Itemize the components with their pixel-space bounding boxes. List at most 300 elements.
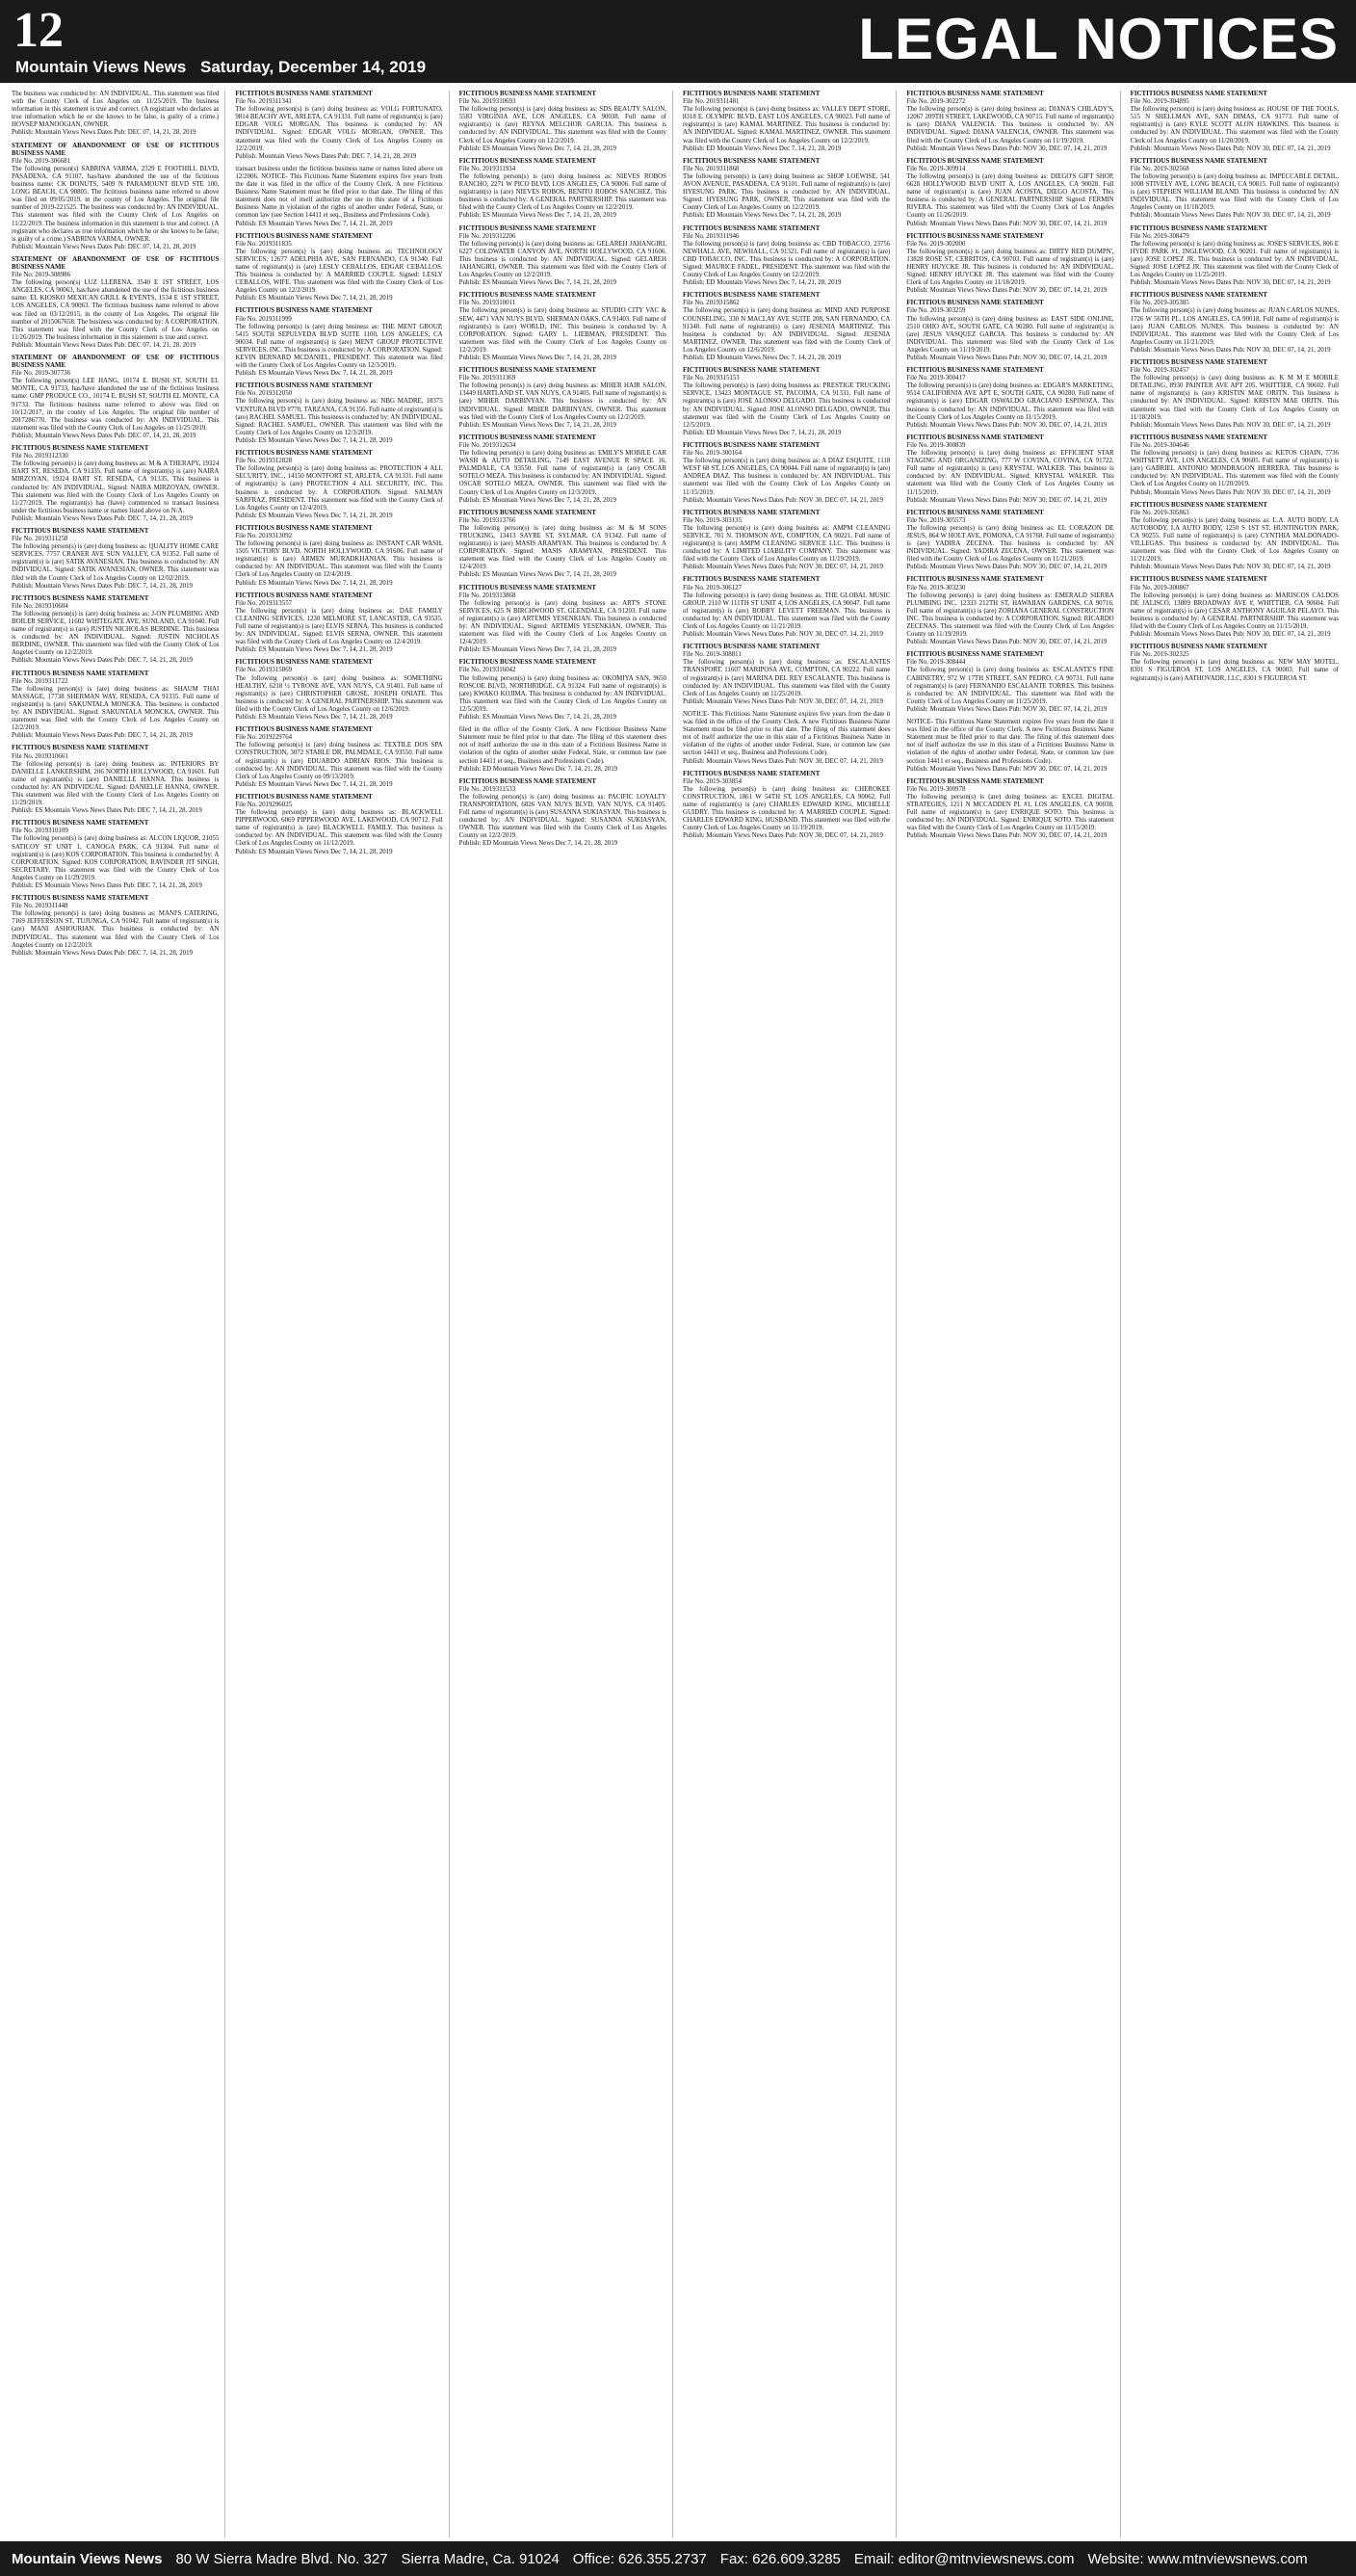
notice-title: STATEMENT OF ABANDONMENT OF USE OF FICTITIOUS BUSINESS NAME [12, 355, 220, 370]
notice-body: The following person(s) is (are) doing business as: NBG MADRE, 18375 VENTURA BLVD #770, TARZANA, CA 91356. Full name of registrant(s) is (are) RACHEL SAMUEL. This business is conducted by: AN INDIVIDUAL. Signed: RACHEL SAMUEL, OWNER. This statement was filed with the County Clerk of Los Angeles County on 12/3/2019. [235, 398, 443, 436]
notice-publication-dates: Publish: ED Mountain Views News Dec 7, 14, 21, 28, 2019 [682, 145, 842, 152]
notice-title: FICTITIOUS BUSINESS NAME STATEMENT [682, 644, 821, 651]
notice-title: FICTITIOUS BUSINESS NAME STATEMENT [12, 445, 149, 453]
legal-notice [683, 442, 890, 505]
notice-title: FICTITIOUS BUSINESS NAME STATEMENT [1130, 91, 1268, 97]
legal-notice [235, 525, 442, 588]
notice-publication-dates: Publish: ES Mountain Views News Dec 7, 14, 21, 28, 2019 [235, 512, 393, 519]
notice-body: The following person(s) is (are) doing business as: GELAREH JAHANGIRI, 6227 COLDWATER CANYON AVE, NORTH HOLLYWOOD, CA 91606. This business is conducted by: AN INDIVIDUAL. Signed: GELAREH JAHANGIRI, OWNER. This statement was filed with the County Clerk of Los Angeles County on 12/2/2019. [458, 240, 666, 279]
notice-file-number: File No. 2019310109 [12, 828, 68, 835]
notice-body: The following person(s) is (are) doing business as: L.A. AUTO BODY, LA AUTOBODY, LA AUTO BODY, 1250 S 1ST ST, HUNTINGTON PARK, CA 90255. Full name of registrant(s) is (are) CYNTHIA MALDONADO-VILLEGAS. This business is conducted by: AN INDIVIDUAL. This statement was filed with the County Clerk of Los Angeles County on 11/21/2019. [1130, 516, 1339, 564]
notice-file-number: File No. 2019-300839 [906, 441, 966, 449]
notice-body: The following person(s) is (are) doing business as: NEW MAY MOTEL, 8301 S FIGUEROA ST, LOS ANGELES, CA 90003. Full name of registrant(s) is (are) AATHOVADR, LLC, 8301 S FIGUEROA ST. [1130, 659, 1339, 682]
legal-notice [906, 158, 1113, 228]
publication-date: Saturday, December 14, 2019 [200, 58, 427, 76]
notice-file-number: File No. 2019-308986 [12, 272, 71, 279]
notice-file-number: File No. 2019-303230 [906, 584, 966, 591]
notice-body: The following person(s) is (are) doing business as: DIEGO'S GIFT SHOP, 6628 HOLLYWOOD BLVD UNIT A, LOS ANGELES, CA 90028. Full name of registrant(s) is (are) JUAN ACOSTA, DIEGO ACOSTA. This business is conducted by: A GENERAL PARTNERSHIP. Signed: FERMIN RIVERA. This statement was filed with the County Clerk of Los Angeles County on 11/26/2019. [906, 172, 1114, 220]
notice-title: FICTITIOUS BUSINESS NAME STATEMENT [682, 91, 821, 97]
notice-file-number: File No. 2019312330 [12, 453, 68, 460]
footer-website: Website: www.mtnviewsnews.com [1087, 2550, 1308, 2567]
notice-publication-dates: Publish: ED Mountain Views News Dec 7, 14, 21, 28, 2019 [682, 212, 842, 220]
notice-title: FICTITIOUS BUSINESS NAME STATEMENT [682, 224, 821, 232]
notice-title: FICTITIOUS BUSINESS NAME STATEMENT [235, 232, 373, 240]
notice-file-number: File No. 2019-305385 [1130, 300, 1189, 307]
legal-notice [235, 233, 442, 303]
notice-file-number: File No. 2019311533 [458, 785, 516, 793]
notice-title: FICTITIOUS BUSINESS NAME STATEMENT [682, 157, 821, 165]
legal-notice [459, 434, 666, 505]
notice-title: FICTITIOUS BUSINESS NAME STATEMENT [235, 91, 373, 97]
notice-file-number: File No. 2019316042 [458, 667, 516, 674]
notice-file-number: File No. 2019312050 [235, 390, 293, 398]
notice-title: FICTITIOUS BUSINESS NAME STATEMENT [458, 224, 597, 232]
notice-file-number: File No. 2019-308811 [682, 651, 742, 659]
legal-notice [906, 719, 1113, 774]
legal-notices-content [12, 91, 1344, 2537]
legal-notice [12, 595, 219, 666]
notice-body: The following person(s) is (are) doing business as: DAE FAMILY CLEANING SERVICES, 1230 MELMORE ST, LANCASTER, CA 93535. Full name of registrant(s) is (are) ELVIS SERNA. This business is conducted by: AN INDIVIDUAL. Signed: ELVIS SERNA, OWNER. This statement was filed with the County Clerk of Los Angeles County on 12/4/2019. [235, 607, 443, 646]
notice-title: FICTITIOUS BUSINESS NAME STATEMENT [906, 157, 1044, 165]
legal-notice [1131, 502, 1339, 572]
legal-notice [683, 158, 890, 221]
notice-file-number: File No. 2019311934 [458, 165, 516, 172]
notice-body: The business was conducted by: AN INDIVIDUAL. This statement was filed with the County Clerk of Los Angeles on: 11/25/2019. The business information in this statement is true and correct. (A registrant who declares as true information which he or she knows to be false, is guilty of a crime.) HOVSEP MANOOGIAN, OWNER. [12, 91, 220, 129]
notice-publication-dates: Publish: Mountain Views News Dates Pub: NOV 30, DEC 07, 14, 21, 2019 [682, 496, 883, 504]
notice-file-number: File No. 2019311868 [682, 165, 740, 172]
notice-title: FICTITIOUS BUSINESS NAME STATEMENT [1130, 576, 1268, 584]
notice-title: FICTITIOUS BUSINESS NAME STATEMENT [12, 745, 149, 752]
legal-notice [683, 225, 890, 288]
legal-notice [1131, 225, 1339, 288]
notice-publication-dates: Publish: ES Mountain Views News Dec 7, 14, 21, 28, 2019 [235, 646, 393, 654]
notice-title: FICTITIOUS BUSINESS NAME STATEMENT [1130, 501, 1268, 509]
legal-notice [459, 726, 666, 774]
page-footer [0, 2541, 1356, 2576]
notice-body: The following person(s) is (are) doing business as: QUALITY HOME CARE SERVICES, 7757 CRANER AVE SUN VALLEY, CA 91352. Full name of registrant(s) is (are) SATIK AVANESIAN. This business is conducted by: AN INDIVIDUAL. Signed: SATIK AVANESIAN, OWNER. This statement was filed with the County Clerk of Los Angeles County on 12/02/2019. [12, 543, 220, 582]
legal-notice [1131, 359, 1339, 430]
legal-notice [459, 225, 666, 288]
legal-notice [459, 292, 666, 362]
notice-publication-dates: Publish: Mountain Views News Dates Pub: NOV 30, DEC 07, 14, 21, 2019 [906, 355, 1108, 361]
notice-body: The following person(s) is (are) doing business as: M & A THERAPY, 19324 HART ST, RESEDA, CA 91335. Full name of registrant(s) is (are) NAIRA MIRZOYAN, 19324 HART ST, RESEDA, CA 91335. This business is conducted by: AN INDIVIDUAL. Signed: NAIRA MIRZOYAN, OWNER. This statement was filed with the County Clerk of Los Angeles County on 11/27/2019. The registrant(s) has (have) commenced to transact business under the fictitious business name or names listed above on N/A. [12, 460, 220, 514]
notice-file-number: File No. 2019313766 [458, 516, 516, 524]
legal-notice [1131, 644, 1339, 682]
notice-file-number: File No. 2019312206 [458, 232, 516, 240]
notice-body: The following person(s) is (are) doing business as: KETOS CHAIN, 7736 WHITSETT AVE, LOS ANGELES, CA 90605. Full name of registrant(s) is (are) GABRIEL ANTONIO MONDRAGON HERRERA. This business is conducted by: AN INDIVIDUAL. This statement was filed with the County Clerk of Los Angeles County on 11/20/2019. [1130, 450, 1339, 488]
notice-title: FICTITIOUS BUSINESS NAME STATEMENT [682, 441, 821, 449]
notice-file-number: File No. 2019296025 [235, 801, 293, 808]
notice-body: The following person(s) is (are) doing business as: J-ON PLUMBING AND BOILER SERVICE, 11602 WHITEGATE AVE, SUNLAND, CA 91040. Full name of registrant(s) is (are) JUSTIN NICHOLAS BERDINE. This business is conducted by: AN INDIVIDUAL. Signed: JUSTIN NICHOLAS BERDINE, OWNER. This statement was filed with the County Clerk of Los Angeles County on 12/2/2019. [12, 610, 220, 657]
notice-publication-dates: Publish: ES Mountain Views News Dec 7, 14, 21, 28, 2019 [235, 295, 393, 302]
notice-body: The following person(s) is (are) doing business as: EMILY'S MOBILE CAR WASH & AUTO DETAILING, 7149 EAST AVENUE R SPACE 16, PALMDALE, CA 93550. Full name of registrant(s) is (are) OSCAR SOTELO MEZA. This business is conducted by: AN INDIVIDUAL. Signed: OSCAR SOTELO MEZA, OWNER. This statement was filed with the County Clerk of Los Angeles County on 12/3/2019. [458, 450, 666, 496]
notice-title: FICTITIOUS BUSINESS NAME STATEMENT [12, 527, 149, 535]
notice-title: FICTITIOUS BUSINESS NAME STATEMENT [458, 509, 597, 516]
notice-publication-dates: Publish: Mountain Views News Dates Pub: NOV 30, DEC 07, 14, 21, 2019 [1130, 346, 1331, 354]
notice-title: FICTITIOUS BUSINESS NAME STATEMENT [235, 659, 373, 667]
legal-notice [906, 651, 1113, 714]
notice-title: FICTITIOUS BUSINESS NAME STATEMENT [235, 591, 373, 599]
notice-file-number: File No. 2019-304895 [1130, 98, 1189, 106]
notice-body: The following person(s) is (are) doing business as: STUDIO CITY VAC & SEW, 4471 VAN NUYS BLVD, SHERMAN OAKS, CA 91403. Full name of registrant(s) is (are) WORLD, INC. This business is conducted by: A CORPORATION. Signed: GARY L. LIEBMAN, PRESIDENT. This statement was filed with the County Clerk of Los Angeles County on 12/2/2019. [458, 307, 666, 354]
notice-publication-dates: Publish: Mountain Views News Dates Pub: NOV 30, DEC 07, 14, 21, 2019 [682, 832, 883, 840]
notice-title: FICTITIOUS BUSINESS NAME STATEMENT [906, 777, 1044, 785]
notice-publication-dates: Publish: ED Mountain Views News Dec 7, 14, 21, 28, 2019 [458, 765, 618, 773]
notice-title: FICTITIOUS BUSINESS NAME STATEMENT [682, 292, 821, 300]
notice-body: filed in the office of the County Clerk. A new Fictitious Business Name Statement must be filed prior to that date. The filing of this statement does not of itself authorize the use in this state of a Fictitious Business Name in violation of the rights of another under Federal, State, or common law (see section 14411 et seq., Business and Professions Code). [458, 726, 666, 765]
notice-publication-dates: Publish: ES Mountain Views News Dec 7, 14, 21, 28, 2019 [235, 714, 393, 722]
notice-file-number: File No. 2019-308479 [1130, 232, 1189, 240]
notice-file-number: File No. 2019311999 [235, 315, 292, 323]
notice-file-number: File No. 2019312828 [235, 458, 293, 465]
legal-notice [12, 91, 219, 138]
notice-body: NOTICE- This Fictitious Name Statement expires five years from the date it was filed in the office of the County Clerk. A new Fictitious Business Name Statement must be filed prior to that date. The filing of this statement does not of itself authorize the use in this state of a Fictitious Business Name in violation of the rights of another under Federal, State, or common law (see section 14411 et seq., Business and Professions Code). [906, 719, 1114, 765]
footer-office-phone: Office: 626.355.2737 [572, 2550, 707, 2567]
notice-file-number: File No. 2019-308444 [906, 659, 966, 667]
notice-publication-dates: Publish: ED Mountain Views News Dec 7, 14, 21, 28, 2019 [682, 429, 842, 436]
notice-body: The following person(s) is (are) doing business as: MARISCOS CALDOS DE JALISCO, 13809 BROADWAY AVE #, WHITTIER, CA 90604. Full name of registrant(s) is (are) CESAR ANTHONY AGUILAR PELAYO. This business is conducted by: A GENERAL PARTNERSHIP. This statement was filed with the County Clerk of Los Angeles County on 11/15/2019. [1130, 591, 1339, 630]
notice-body: The following person(s) is (are) doing business as: EFFICIENT STAR STAGING AND ORGANIZING, 777 W COVINA, COVINA, CA 91722. Full name of registrant(s) is (are) KRYSTAL WALKER. This business is conducted by: AN INDIVIDUAL. Signed: KRYSTAL WALKER. This statement was filed with the County Clerk of Los Angeles County on 11/15/2019. [906, 450, 1114, 496]
notice-title: FICTITIOUS BUSINESS NAME STATEMENT [906, 232, 1044, 240]
notice-file-number: File No. 2019-300164 [682, 450, 743, 458]
notice-publication-dates: Publish: Mountain Views News Dates Pub: NOV 30, DEC 07, 14, 21, 2019 [682, 564, 883, 571]
legal-notice [12, 820, 219, 890]
paper-brand [15, 58, 426, 77]
notice-publication-dates: Publish: ES Mountain Views News Dec 7, 14, 21, 28, 2019 [458, 571, 616, 579]
notice-publication-dates: Publish: ES Mountain Views News Dec 7, 14, 21, 28, 2019 [458, 355, 616, 361]
notice-body: The following person(s) is (are) doing business as: ALCON LIQUOR, 21055 SATICOY ST UNIT 1, CANOGA PARK, CA 91304. Full name of registrant(s) is (are) KOS CORPORATION. This business is conducted by: A CORPORATION. Signed: KOS CORPORATION, RAVINDER JIT SINGH, SECRETARY. This statement was filed with the County Clerk of Los Angeles County on 11/29/2019. [12, 835, 220, 881]
notice-body: The following person(s) is (are) doing business as: MIND AND PURPOSE COUNSELING, 330 N MACLAY AVE SUITE 208, SAN FERNANDO, CA 91340. Full name of registrant(s) is (are) JESENIA MARTINEZ. This business is conducted by: AN INDIVIDUAL. Signed: JESENIA MARTINEZ, OWNER. This statement was filed with the County Clerk of Los Angeles County on 12/6/2019. [682, 307, 891, 354]
legal-notice [906, 91, 1113, 153]
notice-publication-dates: Publish: Mountain Views News Dates Pub: DEC 7, 14, 21, 28, 2019 [12, 949, 193, 957]
notice-file-number: File No. 2019312634 [458, 441, 516, 449]
notice-file-number: File No. 2019311448 [12, 903, 68, 910]
notice-publication-dates: Publish: Mountain Views News Dates Pub: DEC 7, 14, 21, 28, 2019 [12, 582, 193, 590]
notice-file-number: File No. 2019-306681 [12, 157, 71, 165]
notice-publication-dates: Publish: Mountain Views News Dates Pub: NOV 30, DEC 07, 14, 21, 2019 [906, 705, 1108, 713]
notice-file-number: File No. 2019-300417 [906, 375, 966, 382]
notice-body: The following person(s) is (are) doing business as: HOUSE OF THE TOOLS, 515 N SHELLMAN AVE, SAN DIMAS, CA 91773. Full name of registrant(s) is (are) KYLE SCOTT ALON HAWKINS. This business is conducted by: AN INDIVIDUAL. This statement was filed with the County Clerk of Los Angeles County on 11/20/2019. [1130, 106, 1339, 145]
notice-publication-dates: Publish: ES Mountain Views News Dec 7, 14, 21, 28, 2019 [235, 220, 393, 227]
notice-publication-dates: Publish: Mountain Views News Dates Pub: DEC 7, 14, 21, 28, 2019 [235, 152, 417, 160]
notice-title: FICTITIOUS BUSINESS NAME STATEMENT [906, 367, 1044, 375]
notice-file-number: File No. 2019-306127 [682, 584, 743, 591]
notice-title: FICTITIOUS BUSINESS NAME STATEMENT [12, 895, 149, 903]
notice-publication-dates: Publish: ES Mountain Views News Dec 7, 14, 21, 28, 2019 [235, 780, 393, 788]
notice-file-number: File No. 2019311722 [12, 677, 68, 685]
notice-publication-dates: Publish: Mountain Views News Dates Pub: NOV 30, DEC 07, 14, 21, 2019 [1130, 212, 1331, 220]
notice-title: FICTITIOUS BUSINESS NAME STATEMENT [906, 91, 1044, 97]
legal-notice [683, 292, 890, 362]
notice-title: FICTITIOUS BUSINESS NAME STATEMENT [458, 367, 597, 375]
legal-notice [906, 434, 1113, 505]
notice-body: The following person(s) is (are) doing business as: EXCEL DIGITAL STRATEGIES, 1211 N MCCADDEN PL #1, LOS ANGELES, CA 90038. Full name of registrant(s) is (are) ENRIQUE SOTO. This business is conducted by: AN INDIVIDUAL. Signed: ENRIQUE SOTO. This statement was filed with the County Clerk of Los Angeles County on 11/15/2019. [906, 793, 1114, 832]
notice-publication-dates: Publish: Mountain Views News Dates Pub: NOV 30, DEC 07, 14, 21, 2019 [682, 697, 883, 705]
notice-body: The following person(s) is (are) doing business as: IMPECCABLE DETAIL, 1008 STIVELY AVE, LONG BEACH, CA 90815. Full name of registrant(s) is (are) STEPHEN WILLIAM BLAND. This business is conducted by: AN INDIVIDUAL. This statement was filed with the County Clerk of Los Angeles County on 11/18/2019. [1130, 172, 1339, 212]
legal-notice [1131, 158, 1339, 221]
notice-file-number: File No. 2019-302000 [906, 240, 966, 248]
notice-body: The following person(s) is (are) doing business as: ESCALANTE'S FINE CABINETRY, 972 W 17TH STREET, SAN PEDRO, CA 90731. Full name of registrant(s) is (are) FERNANDO ESCALANTE TORRES. This business is conducted by: AN INDIVIDUAL. This statement was filed with the County Clerk of Los Angeles County on 11/25/2019. [906, 667, 1114, 705]
notice-title: FICTITIOUS BUSINESS NAME STATEMENT [458, 91, 597, 97]
notice-file-number: File No. 2019-304646 [1130, 441, 1189, 449]
legal-notice [459, 91, 666, 153]
legal-notice [235, 166, 442, 228]
footer-city: Sierra Madre, Ca. 91024 [401, 2550, 560, 2567]
notice-file-number: File No. 2019-300867 [1130, 584, 1189, 591]
notice-title: FICTITIOUS BUSINESS NAME STATEMENT [906, 651, 1044, 659]
notice-publication-dates: Publish: Mountain Views News Dates Pub: NOV 30, DEC 07, 14, 21, 2019 [1130, 421, 1331, 429]
notice-column [683, 91, 897, 2537]
notice-body: The following person(s) is (are) doing business as: OKOMIYA SAN, 9650 ROSCOE BLVD, NORTHRIDGE, CA 91324. Full name of registrant(s) is (are) KWAKO KOJIMA. This business is conducted by: AN INDIVIDUAL. This statement was filed with the County Clerk of Los Angeles County on 12/5/2019. [458, 674, 666, 713]
notice-publication-dates: Publish: ES Mountain Views News Dec 7, 14, 21, 28, 2019 [458, 421, 616, 429]
notice-title: STATEMENT OF ABANDONMENT OF USE OF FICTITIOUS BUSINESS NAME [12, 255, 220, 271]
legal-notice [906, 576, 1113, 646]
section-title: LEGAL NOTICES [858, 7, 1339, 71]
notice-body: The following person(s) is (are) doing business as: NIEVES ROBOS RANCHO, 2271 W PICO BLVD, LOS ANGELES, CA 90006. Full name of registrant(s) is (are) NIEVES ROBOS, BENITO ROBOS SANCHEZ. This business is conducted by: A GENERAL PARTNERSHIP. This statement was filed with the County Clerk of Los Angeles County on 12/2/2019. [458, 172, 666, 212]
notice-publication-dates: Publish: Mountain Views News Dates Pub: NOV 30, DEC 07, 14, 21, 2019 [1130, 488, 1331, 496]
notice-body: The following person(s) is (are) doing business as: MANI'S CATERING, 7169 JEFFERSON ST, TUJUNGA, CA 91042. Full name of registrant(s) is (are) MANI ASHOURIAN. This business is conducted by: AN INDIVIDUAL. This statement was filed with the County Clerk of Los Angeles County on 12/2/2019. [12, 910, 220, 949]
legal-notice [12, 895, 219, 958]
notice-publication-dates: Publish: Mountain Views News Dates Pub: NOV 30, DEC 07, 14, 21, 2019 [906, 639, 1108, 646]
legal-notice [235, 91, 442, 161]
notice-body: The following person(s) is (are) doing business as: AMPM CLEANING SERVICE, 701 N. THOMSON AVE, COMPTON, CA 90221. Full name of registrant(s) is (are) AMPM CLEANING SERVICE LLC. This business is conducted by: A LIMITED LIABILITY COMPANY. This statement was filed with the County Clerk of Los Angeles County on 11/19/2019. [682, 524, 891, 564]
notice-title: FICTITIOUS BUSINESS NAME STATEMENT [458, 777, 597, 785]
footer-address: 80 W Sierra Madre Blvd. No. 327 [175, 2550, 388, 2567]
legal-notice [235, 592, 442, 655]
paper-name: Mountain Views News [15, 58, 187, 76]
notice-title: FICTITIOUS BUSINESS NAME STATEMENT [12, 820, 149, 828]
notice-title: FICTITIOUS BUSINESS NAME STATEMENT [458, 434, 597, 441]
notice-title: FICTITIOUS BUSINESS NAME STATEMENT [1130, 644, 1268, 651]
notice-publication-dates: Publish: ES Mountain Views News Dec 7, 14, 21, 28, 2019 [235, 579, 393, 587]
notice-file-number: File No. 2019-307736 [12, 370, 71, 378]
notice-body: The following person(s) is (are) doing business as: THE GLOBAL MUSIC GROUP, 2110 W 111TH ST UNIT 4, LOS ANGELES, CA 90047. Full name of registrant(s) is (are) BOBBY LEVETT FREEMAN. This business is conducted by: AN INDIVIDUAL. This statement was filed with the County Clerk of Los Angeles County on 11/21/2019. [682, 591, 891, 630]
notice-column [12, 91, 225, 2537]
notice-column [1131, 91, 1344, 2537]
notice-publication-dates: Publish: Mountain Views News Dates Pub: NOV 30, DEC 07, 14, 21, 2019 [906, 765, 1108, 773]
notice-title: FICTITIOUS BUSINESS NAME STATEMENT [235, 793, 373, 801]
notice-publication-dates: Publish: ED Mountain Views News Dec 7, 14, 21, 28, 2019 [458, 840, 618, 848]
notice-publication-dates: Publish: ES Mountain Views News Dec 7, 14, 21, 28, 2019 [458, 646, 616, 654]
notice-publication-dates: Publish: ES Mountain Views News Dec 7, 14, 21, 28, 2019 [235, 436, 393, 444]
notice-file-number: File No. 2019-302568 [1130, 165, 1189, 172]
notice-publication-dates: Publish: Mountain Views News Dates Pub: DEC 07, 14, 21, 28, 2019 [12, 243, 196, 250]
notice-title: FICTITIOUS BUSINESS NAME STATEMENT [458, 659, 597, 667]
legal-notice [235, 659, 442, 722]
notice-body: The following person(s) is (are) doing business as: INTERIORS BY DANIELLE LANKERSHIM, 206 NORTH HOLLYWOOD, CA 91601. Full name of registrant(s) is (are) DANIELLE HANNA. This business is conducted by: AN INDIVIDUAL. Signed: DANIELLE HANNA, OWNER. This statement was filed with the County Clerk of Los Angeles County on 11/29/2019. [12, 760, 220, 807]
notice-body: The following person(s) is (are) doing business as: CHEROKEE CONSTRUCTION, 1861 W 54TH ST, LOS ANGELES, CA 90062. Full name of registrant(s) is (are) CHARLES EDWARD KING, MICHELLE GUIDRY. This business is conducted by: A MARRIED COUPLE. Signed: CHARLES EDWARD KING, HUSBAND. This statement was filed with the County Clerk of Los Angeles County on 11/19/2019. [682, 785, 891, 832]
notice-body: The following person(s) is (are) doing business as: CBD TOBACCO, 23756 NEWHALL AVE, NEWHALL, CA 91321. Full name of registrant(s) is (are) CBD TOBACCO, INC. This business is conducted by: A CORPORATION. Signed: MAURICE FADEL, PRESIDENT. This statement was filed with the County Clerk of Los Angeles County on 12/2/2019. [682, 240, 891, 279]
notice-body: The following person(s) is (are) doing business as: INSTANT CAR WASH, 1505 VICTORY BLVD, NORTH HOLLYWOOD, CA 91606. Full name of registrant(s) is (are) ARMEN MURADKHANIAN. This business is conducted by: AN INDIVIDUAL. This statement was filed with the County Clerk of Los Angeles County on 12/4/2019. [235, 540, 443, 579]
notice-publication-dates: Publish: Mountain Views News Dates Pub: NOV 30, DEC 07, 14, 21, 2019 [906, 220, 1108, 227]
notice-title: FICTITIOUS BUSINESS NAME STATEMENT [906, 300, 1044, 307]
notice-publication-dates: Publish: Mountain Views News Dates Pub: DEC 7, 14, 21, 28, 2019 [12, 514, 193, 522]
notice-publication-dates: Publish: Mountain Views News Dates Pub: NOV 30, DEC 07, 14, 21, 2019 [682, 757, 883, 765]
notice-publication-dates: Publish: Mountain Views News Dates Pub: NOV 30, DEC 07, 14, 21, 2019 [1130, 564, 1331, 571]
footer-fax: Fax: 626.609.3285 [719, 2550, 841, 2567]
notice-publication-dates: Publish: Mountain Views News Dates Pub: NOV 30, DEC 07, 14, 21, 2019 [1130, 631, 1331, 639]
notice-title: FICTITIOUS BUSINESS NAME STATEMENT [458, 584, 597, 591]
notice-title: FICTITIOUS BUSINESS NAME STATEMENT [235, 307, 373, 315]
footer-paper-name: Mountain Views News [12, 2550, 163, 2567]
notice-body: The following person(s) is (are) doing business as: K M M E MOBILE DETAILING, 8930 PAINTER AVE APT 205, WHITTIER, CA 90602. Full name of registrant(s) is (are) KRISTIN MAE ORITN. This business is conducted by: AN INDIVIDUAL. Signed: KRISTIN MAE ORITN. This statement was filed with the County Clerk of Los Angeles County on 11/18/2019. [1130, 375, 1339, 421]
notice-title: FICTITIOUS BUSINESS NAME STATEMENT [682, 576, 821, 584]
notice-body: The following person(s) is (are) doing business as: VALLEY DEPT STORE, 8318 E. OLYMPIC BLVD, EAST LOS ANGELES, CA 90023. Full name of registrant(s) is (are) KAMAL MARTINEZ. This business is conducted by: AN INDIVIDUAL. Signed: KAMAL MARTINEZ, OWNER. This statement was filed with the County Clerk of Los Angeles County on 12/2/2019. [682, 106, 891, 145]
legal-notice [459, 510, 666, 580]
notice-file-number: File No. 2019311341 [235, 98, 292, 106]
page-number: 12 [13, 3, 64, 58]
notice-publication-dates: Publish: Mountain Views News Dates Pub: DEC 7, 14, 21, 28, 2019 [12, 657, 193, 665]
legal-notice [1131, 292, 1339, 355]
notice-publication-dates: Publish: Mountain Views News Dates Pub: NOV 30, DEC 07, 14, 21, 2019 [682, 631, 883, 639]
notice-body: The following person(s) SABRINA VARMA, 2329 E FOOTHILL BLVD, PASADENA, CA 91107, has/have abandoned the use of the fictitious business name: CK DONUTS, 5409 N PARAMOUNT BLVD STE 100, LONG BEACH, CA 90805. The fictitious business name referred to above was filed on 09/05/2019, in the county of Los Angeles. The original file number of 2019-221525. The business was conducted by: AN INDIVIDUAL. This statement was filed with the County Clerk of Los Angeles on 11/22/2019. The business information in this statement is true and correct. (A registrant who declares as true information which he or she knows to be false, is guilty of a crime.) SABRINA VARMA, OWNER. [12, 165, 220, 243]
notice-file-number: File No. 2019310604 [12, 602, 68, 610]
notice-body: The following person(s) is (are) doing business as: BLACKWELL PIPPERWOOD, 6069 PIPPERWOOD AVE, LAKEWOOD, CA 90712. Full name of registrant(s) is (are) BLACKWELL FAMILY. This business is conducted by: AN INDIVIDUAL. This statement was filed with the County Clerk of Los Angeles County on 11/12/2019. [235, 809, 443, 848]
notice-body: The following person(s) is (are) doing business as: EAST SIDE ONLINE, 2510 OHIO AVE, SOUTH GATE, CA 90280. Full name of registrant(s) is (are) JESUS VASQUEZ GARCIA. This business is conducted by: AN INDIVIDUAL. This statement was filed with the County Clerk of Los Angeles County on 11/19/2019. [906, 315, 1114, 354]
legal-notice [1131, 91, 1339, 153]
legal-notice [235, 450, 442, 520]
legal-notice [683, 91, 890, 153]
notice-title: FICTITIOUS BUSINESS NAME STATEMENT [12, 670, 149, 677]
legal-notice [1131, 576, 1339, 639]
notice-file-number: File No. 2019313092 [235, 532, 293, 539]
notice-file-number: File No. 2019-303854 [682, 777, 743, 785]
legal-notice [683, 711, 890, 766]
notice-body: The following person(s) is (are) doing business as: EDGAR'S MARKETING, 9514 CALIFORNIA AVE APT E, SOUTH GATE, CA 90280. Full name of registrant(s) is (are) EDGAR OSWALDO GRACIANO ESPINOZA. This business is conducted by: AN INDIVIDUAL. This statement was filed with the County Clerk of Los Angeles County on 11/15/2019. [906, 382, 1114, 421]
legal-notice [906, 233, 1113, 296]
legal-notice [12, 355, 219, 440]
notice-title: FICTITIOUS BUSINESS NAME STATEMENT [458, 157, 597, 165]
notice-body: The following person(s) is (are) doing business as: JOSE'S SERVICES, 806 E HYDE PARK #1, INGLEWOOD, CA 90201. Full name of registrant(s) is (are) JOSE LOPEZ JR. This business is conducted by: AN INDIVIDUAL. Signed: JOSE LOPEZ JR. This statement was filed with the County Clerk of Los Angeles County on 11/25/2019. [1130, 240, 1339, 279]
notice-file-number: File No. 2019311481 [682, 98, 740, 106]
notice-file-number: File No. 2019311835 [235, 240, 292, 248]
notice-publication-dates: Publish: Mountain Views News Dates Pub: DEC 07, 14, 21, 28, 2019 [12, 341, 196, 349]
notice-file-number: File No. 2019-303259 [906, 307, 966, 315]
notice-body: The following person(s) is (are) doing business as: ART'S STONE SERVICES, 625 N BIRCHWOOD ST, GLENDALE, CA 91203. Full name of registrant(s) is (are) ARTEMIS YESENKIAN. This business is conducted by: AN INDIVIDUAL. Signed: ARTEMIS YESENKIAN, OWNER. This statement was filed with the County Clerk of Los Angeles County on 12/4/2019. [458, 599, 666, 646]
notice-title: FICTITIOUS BUSINESS NAME STATEMENT [1130, 359, 1268, 366]
notice-body: The following person(s) is (are) doing business as: JUAN CARLOS NUNES, 1726 W 56TH PL, LOS ANGELES, CA 90018. Full name of registrant(s) is (are) JUAN CARLOS NUNES. This business is conducted by: AN INDIVIDUAL. This statement was filed with the County Clerk of Los Angeles County on 11/21/2019. [1130, 307, 1339, 346]
notice-body: The following person(s) is (are) doing business as: SOMETHING HEALTHY, 6218 ½ TYRONE AVE, VAN NUYS, CA 91401. Full name of registrant(s) is (are) CHRISTOPHER GROSE, JOSEPH ONIATE. This business is conducted by: A GENERAL PARTNERSHIP. This statement was filed with the County Clerk of Los Angeles County on 12/6/2019. [235, 674, 443, 713]
notice-publication-dates: Publish: Mountain Views News Dates Pub: NOV 30, DEC 07, 14, 21, 2019 [906, 421, 1108, 429]
notice-title: FICTITIOUS BUSINESS NAME STATEMENT [235, 382, 373, 390]
notice-file-number: File No. 2019311946 [682, 232, 740, 240]
notice-publication-dates: Publish: Mountain Views News Dates Pub: NOV 30, DEC 07, 14, 21, 2019 [906, 145, 1108, 152]
notice-body: The following person(s) is (are) doing business as: PRESTIGE TRUCKING SERVICE, 13423 MONTAGUE ST, PACOIMA, CA 91331. Full name of registrant(s) is (are) JOSE ALONSO DELGADO. This business is conducted by: AN INDIVIDUAL. Signed: JOSE ALONSO DELGADO, OWNER. This statement was filed with the County Clerk of Los Angeles County on 12/5/2019. [682, 382, 891, 429]
footer-email: Email: editor@mtnviewsnews.com [853, 2550, 1075, 2567]
notice-title: FICTITIOUS BUSINESS NAME STATEMENT [906, 434, 1044, 441]
notice-body: The following person(s) is (are) doing business as: TEXTILE DOS SPA CONSTRUCTION, 3072 STABLE DR, PALMDALE, CA 93550. Full name of registrant(s) is (are) EDUARDO ADRIAN RIOS. This business is conducted by: AN INDIVIDUAL. This statement was filed with the County Clerk of Los Angeles County on 09/13/2019. [235, 742, 443, 780]
legal-notice [683, 644, 890, 706]
notice-publication-dates: Publish: Mountain Views News Dates Pub: NOV 30, DEC 07, 14, 21, 2019 [906, 287, 1108, 295]
notice-publication-dates: Publish: ED Mountain Views News Dec 7, 14, 21, 28, 2019 [682, 279, 842, 287]
notice-body: The following person(s) is (are) doing business as: EL CORAZON DE JESUS, 864 W HOLT AVE, POMONA, CA 91768. Full name of registrant(s) is (are) YADIRA ZECENA. This business is conducted by: AN INDIVIDUAL. Signed: YADIRA ZECENA, OWNER. This statement was filed with the County Clerk of Los Angeles County on 11/21/2019. [906, 524, 1114, 564]
notice-file-number: File No. 2019-305573 [906, 516, 966, 524]
notice-title: FICTITIOUS BUSINESS NAME STATEMENT [1130, 292, 1268, 300]
notice-file-number: File No. 2019315153 [682, 375, 740, 382]
notice-body: The following person(s) is (are) doing business as: TECHNOLOGY SERVICES, 12677 ADELPHIA AVE, SAN FERNANDO, CA 91340. Full name of registrant(s) is (are) LESLY CEBALLOS, EDGAR CEBALLOS. This business is conducted by: A MARRIED COUPLE. Signed: LESLY CEBALLOS, WIFE. This statement was filed with the County Clerk of Los Angeles County on 12/2/2019. [235, 248, 443, 295]
notice-body: The following person(s) LEE HANG, 10174 E. BUSH ST, SOUTH EL MONTE, CA 91733, has/have abandoned the use of the fictitious business name: GMP PRODUCE CO., 10174 E. BUSH ST, SOUTH EL MONTE, CA 91733. The fictitious business name referred to above was filed on 10/12/2017, in the county of Los Angeles. The original file number of 2017286770. The business was conducted by: AN INDIVIDUAL. This statement was filed with the County Clerk of Los Angeles on 11/25/2019. [12, 378, 220, 432]
notice-columns [12, 91, 1344, 2537]
notice-title: FICTITIOUS BUSINESS NAME STATEMENT [682, 770, 821, 777]
notice-file-number: File No. 2019-303135 [682, 516, 743, 524]
legal-notice [459, 367, 666, 430]
legal-notice [683, 367, 890, 437]
notice-body: The following person(s) is (are) doing business as: PACIFIC LOYALTY TRANSPORTATION, 6826 VAN NUYS BLVD, VAN NUYS, CA 91405. Full name of registrant(s) is (are) SUSANNA SUKIASYAN. This business is conducted by: AN INDIVIDUAL. Signed: SUSANNA SUKIASYAN, OWNER. This statement was filed with the County Clerk of Los Angeles County on 12/2/2019. [458, 793, 666, 840]
notice-title: FICTITIOUS BUSINESS NAME STATEMENT [682, 509, 821, 516]
legal-notice [683, 771, 890, 841]
legal-notice [12, 256, 219, 350]
notice-publication-dates: Publish: ES Mountain Views News Dates Pub: DEC 7, 14, 21, 28, 2019 [12, 807, 202, 815]
notice-body: The following person(s) is (are) doing business as: DIANA'S CHILADY'S, 12067 209TH STREET, LAKEWOOD, CA 90715. Full name of registrant(s) is (are) DIANA VALENCIA. This business is conducted by: AN INDIVIDUAL. Signed: DIANA VALENCIA, OWNER. This statement was filed with the County Clerk of Los Angeles County on 11/19/2019. [906, 106, 1114, 145]
notice-publication-dates: Publish: ES Mountain Views News Dec 7, 14, 21, 28, 2019 [458, 145, 616, 152]
notice-body: The following person(s) is (are) doing business as: EMERALD SIERRA PLUMBING INC, 12333 212TH ST, HAWAIIAN GARDENS, CA 90716. Full name of registrant(s) is (are) ZORIANA GENERAL CONSTRUCTION INC. This business is conducted by: A CORPORATION. Signed: RICARDO ZECENAS. This statement was filed with the County Clerk of Los Angeles County on 11/19/2019. [906, 591, 1114, 639]
legal-notice [12, 445, 219, 523]
notice-file-number: File No. 2019229764 [235, 734, 293, 742]
legal-notice [906, 300, 1113, 362]
notice-file-number: File No. 2019315869 [235, 667, 293, 674]
notice-publication-dates: Publish: Mountain Views News Dates Pub: DEC 07, 14, 21, 28, 2019 [12, 432, 196, 439]
notice-body: transact business under the fictitious business name or names listed above on 12/2006. NOTICE- This Fictitious Name Statement expires five years from the date it was filed in the office of the County Clerk. A new Fictitious Business Name Statement must be filed prior to that date. The filing of this statement does not of itself authorize the use in this state of a Fictitious Business Name in violation of the rights of another under Federal, State, or common law (see Section 14411 et seq., Business and Professions Code). [235, 165, 443, 220]
legal-notice [683, 576, 890, 639]
notice-body: The following person(s) is (are) doing business as: A DIAZ ESQUITE, 1118 WEST 68 ST, LOS ANGELES, CA 90044. Full name of registrant(s) is (are) ANDREA DIAZ. This business is conducted by: AN INDIVIDUAL. This statement was filed with the County Clerk of Los Angeles County on 11/15/2019. [682, 458, 891, 496]
notice-body: NOTICE- This Fictitious Name Statement expires five years from the date it was filed in the office of the County Clerk. A new Fictitious Business Name Statement must be filed prior to that date. The filing of this statement does not of itself authorize the use in this state of a Fictitious Business Name in violation of the rights of another under Federal, State, or common law (see section 14411 et seq., Business and Professions Code). [682, 710, 891, 757]
notice-file-number: File No. 2019313868 [458, 591, 516, 599]
notice-publication-dates: Publish: ES Mountain Views News Dec 7, 14, 21, 28, 2019 [458, 496, 616, 504]
notice-body: The following person(s) LUZ LLERENA, 3540 E 1ST STREET, LOS ANGELES, CA 90063, has/have abandoned the use of the fictitious business name: EL KIOSKO MEXICAN GRILL & EVENTS, 1534 E 1ST STREET, LOS ANGELES, CA 90063. The fictitious business name referred to above was filed on 03/12/2015, in the county of Los Angeles. The original file number of 2015067658. The business was conducted by: A CORPORATION. This statement was filed with the County Clerk of Los Angeles on 11/26/2019. The business information in this statement is true and correct. [12, 279, 220, 341]
masthead [0, 0, 1356, 83]
notice-title: FICTITIOUS BUSINESS NAME STATEMENT [235, 524, 373, 532]
notice-title: FICTITIOUS BUSINESS NAME STATEMENT [235, 450, 373, 458]
legal-notice [235, 307, 442, 378]
notice-body: The following person(s) is (are) doing business as: SDS BEAUTY SALON, 5583 VIRGINIA AVE, LOS ANGELES, CA 90038. Full name of registrant(s) is (are) REYNA MELCHOR GARCIA. This business is conducted by: AN INDIVIDUAL. This statement was filed with the County Clerk of Los Angeles County on 12/2/2019. [458, 106, 666, 145]
notice-title: FICTITIOUS BUSINESS NAME STATEMENT [1130, 157, 1268, 165]
notice-file-number: File No. 2019310011 [458, 300, 516, 307]
notice-file-number: File No. 2019310693 [458, 98, 516, 106]
notice-column [235, 91, 449, 2537]
legal-notice [459, 585, 666, 655]
notice-title: FICTITIOUS BUSINESS NAME STATEMENT [906, 509, 1044, 516]
legal-notice [459, 778, 666, 849]
notice-file-number: File No. 2019311369 [458, 375, 516, 382]
notice-title: STATEMENT OF ABANDONMENT OF USE OF FICTITIOUS BUSINESS NAME [12, 142, 220, 157]
legal-notice [683, 510, 890, 572]
notice-title: FICTITIOUS BUSINESS NAME STATEMENT [235, 726, 373, 734]
legal-notice [459, 158, 666, 221]
notice-body: The following person(s) is (are) doing business as: PROTECTION 4 ALL SECURITY, INC., 14150 MONTFORT ST, ARLETA, CA 91331. Full name of registrant(s) is (are) PROTECTION 4 ALL SECURITY, INC. This business is conducted by: A CORPORATION. Signed: SALMAN SARFRAZ, PRESIDENT. This statement was filed with the County Clerk of Los Angeles County on 12/4/2019. [235, 465, 443, 512]
notice-file-number: File No. 2019-302325 [1130, 651, 1189, 659]
legal-notice [235, 382, 442, 445]
notice-file-number: File No. 2019-302272 [906, 98, 966, 106]
notice-publication-dates: Publish: Mountain Views News Dates Pub: NOV 30, DEC 07, 14, 21, 2019 [906, 832, 1108, 840]
notice-file-number: File No. 2019311258 [12, 536, 68, 543]
legal-notice [906, 778, 1113, 841]
notice-file-number: File No. 2019313557 [235, 599, 293, 607]
legal-notice [12, 670, 219, 741]
legal-notice [906, 510, 1113, 572]
notice-body: The following person(s) is (are) doing business as: M & M SONS TRUCKING, 13413 SAYRE ST, SYLMAR, CA 91342. Full name of registrant(s) is (are) MASIS ARAMYAN. This business is conducted by: A CORPORATION. Signed: MASIS ARAMYAN, PRESIDENT. This statement was filed with the County Clerk of Los Angeles County on 12/4/2019. [458, 524, 666, 571]
notice-body: The following person(s) is (are) doing business as: SHOP LOEWISE, 541 AVON AVENUE, PASADENA, CA 91101. Full name of registrant(s) is (are) HYESUNG PARK. This business is conducted by: AN INDIVIDUAL. Signed: HYESUNG PARK, OWNER. This statement was filed with the County Clerk of Los Angeles County on 12/2/2019. [682, 172, 891, 212]
legal-notice [235, 794, 442, 856]
notice-publication-dates: Publish: Mountain Views News Dates Pub: NOV 30, DEC 07, 14, 21, 2019 [906, 564, 1108, 571]
notice-publication-dates: Publish: ES Mountain Views News Dec 7, 14, 21, 28, 2019 [458, 212, 616, 220]
notice-body: The following person(s) is (are) doing business as: ESCALANTES TRANSPORT, 11607 MARIPOSA AVE, COMPTON, CA 90222. Full name of registrant(s) is (are) MARINA DEL REY ESCALANTE. This business is conducted by: AN INDIVIDUAL. This statement was filed with the County Clerk of Los Angeles County on 11/25/2019. [682, 659, 891, 697]
notice-body: The following person(s) is (are) doing business as: MIHER HAIR SALON, 13449 HARTLAND ST, VAN NUYS, CA 91405. Full name of registrant(s) is (are) MIHER DARBINYAN. This business is conducted by: AN INDIVIDUAL. Signed: MIHER DARBINYAN, OWNER. This statement was filed with the County Clerk of Los Angeles County on 12/2/2019. [458, 382, 666, 421]
notice-publication-dates: Publish: ES Mountain Views News Dec 7, 14, 21, 28, 2019 [458, 279, 616, 287]
legal-notice [12, 745, 219, 815]
notice-title: FICTITIOUS BUSINESS NAME STATEMENT [1130, 434, 1268, 441]
notice-publication-dates: Publish: Mountain Views News Dates Pub: NOV 30, DEC 07, 14, 21, 2019 [1130, 279, 1331, 287]
notice-publication-dates: Publish: Mountain Views News Dates Pub: DEC 7, 14, 21, 28, 2019 [12, 732, 193, 740]
